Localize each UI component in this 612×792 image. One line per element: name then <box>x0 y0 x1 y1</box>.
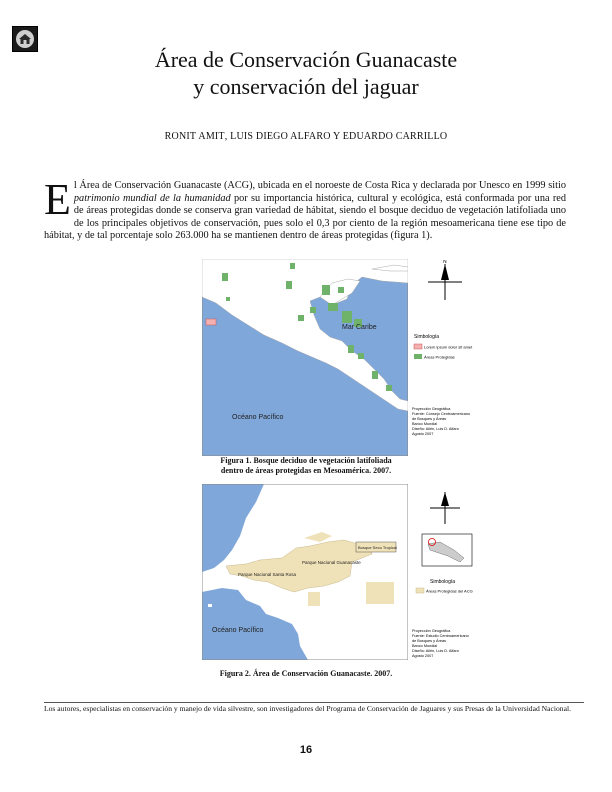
svg-text:Parque Nacional Santa Rosa: Parque Nacional Santa Rosa <box>238 572 297 577</box>
figure-1-caption: Figura 1. Bosque deciduo de vegetación latifoliada <box>220 456 392 465</box>
figure-1-caption-line2: dentro de áreas protegidas en Mesoamérica. 2007. <box>220 466 392 475</box>
map-credit-line: Agosto 2007 <box>412 654 434 658</box>
north-arrow-icon <box>428 260 462 300</box>
page-title: Área de Conservación Guanacaste <box>154 47 458 72</box>
intro-paragraph: El Área de Conservación Guanacaste (ACG), ubicada en el noroeste de Costa Rica y declarada por Unesco en 1999 sitio patrimonio mundial de la humanidad por su importancia histórica, cultural y ecológica, está conformada por una red de áreas protegidas donde se conserva gran variedad de hábitat, siendo el bosque deciduo de vegetación latifoliada uno de los principales objetivos de conservación, pues solo el 0,3 por ciento de la región mesoamericana tiene ese tipo de hábitat, y de tal porcentaje solo 263.000 ha se mantienen dentro de áreas protegidas (figura 1). <box>44 175 566 242</box>
north-arrow-icon <box>430 492 460 524</box>
figure-2-legend <box>410 488 480 660</box>
label-mar-caribe: Mar Caribe <box>342 324 377 331</box>
figure-1-map <box>202 259 408 461</box>
svg-text:Lorem ipsum dolor sit amet: Lorem ipsum dolor sit amet <box>424 344 473 350</box>
figure-2-caption: Figura 2. Área de Conservación Guanacaste. 2007. <box>219 669 393 678</box>
map-credit-line: Banco Mundial <box>412 422 438 426</box>
map-credit-line: Agosto 2007 <box>412 432 434 436</box>
map-credit-line: Proyección Geográfica <box>412 629 451 633</box>
svg-text:Áreas Protegidas del ACG: Áreas Protegidas del ACG <box>426 588 473 594</box>
svg-text:Bosque Seco Tropical: Bosque Seco Tropical <box>358 545 397 550</box>
drop-cap: E <box>44 175 71 224</box>
label-oceano-pacifico-2: Océano Pacífico <box>212 627 264 634</box>
figure-2-map <box>202 484 408 665</box>
authors-line: RONIT AMIT, LUIS DIEGO ALFARO Y EDUARDO CARRILLO <box>164 131 448 142</box>
svg-text:Parque Nacional Guanacaste: Parque Nacional Guanacaste <box>302 560 361 565</box>
map-credit-line: Fuente: Consejo Centroamericano <box>412 412 471 416</box>
map-credit-line: de Bosques y Áreas <box>412 639 446 643</box>
map-credit-line: de Bosques y Áreas <box>412 417 446 421</box>
map-credit-line: Diseño: Ailén, Luis D. Alfaro <box>412 427 459 431</box>
label-oceano-pacifico-1: Océano Pacífico <box>232 414 284 421</box>
map-credit-line: Proyección Geográfica <box>412 407 451 411</box>
map-credit-line: Banco Mundial <box>412 644 438 648</box>
page-number: 16 <box>299 744 313 756</box>
figure-1-legend <box>410 260 480 450</box>
inset-map <box>422 534 472 566</box>
map-credit-line: Fuente: Estudio Centroamericano <box>412 634 469 638</box>
author-footnote: Los autores, especialistas en conservación y manejo de vida silvestre, son investigadores del Programa de Conservación de Jaguares y sus Presas de la Universidad Nacional. <box>44 702 584 714</box>
page-title-line2: y conservación del jaguar <box>193 74 419 99</box>
svg-text:Simbología: Simbología <box>430 579 456 585</box>
svg-text:N: N <box>443 260 447 265</box>
svg-text:Áreas Protegidas: Áreas Protegidas <box>424 354 455 360</box>
svg-text:Simbología: Simbología <box>414 334 440 340</box>
map-credit-line: Diseño: Ailén, Luis D. Alfaro <box>412 649 459 653</box>
